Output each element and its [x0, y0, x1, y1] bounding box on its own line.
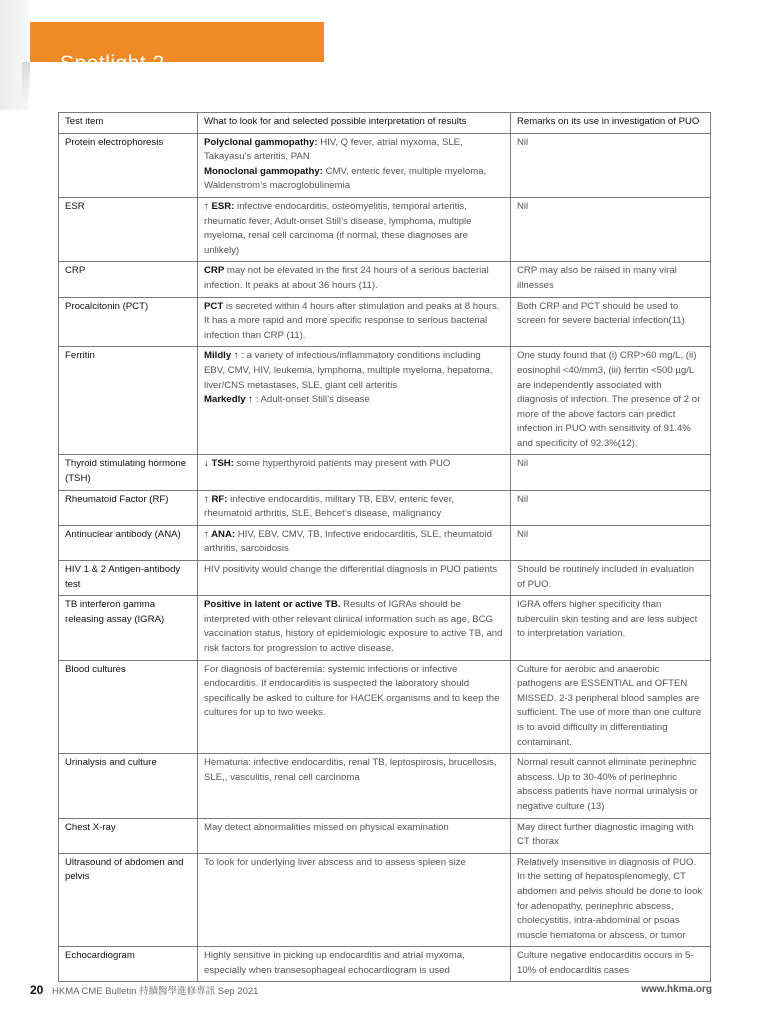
interpretation-cell — [198, 525, 511, 560]
table-header-row — [59, 113, 711, 134]
interpretation-text: : a variety of infectious/inflammatory conditions including EBV, CMV, HIV, leukemia, lymphoma, multiple myeloma, hepatoma, liver/CNS metastases, SLE, giant cell arteritis — [204, 350, 493, 391]
table-row — [59, 297, 711, 347]
test-table — [58, 112, 711, 982]
test-item-cell: Ferritin — [59, 347, 198, 455]
interpretation-text: For diagnosis of bacteremia: systemic infections or infective endocarditis. If endocarditis is suspected the laboratory should specifically be asked to culture for HACEK organisms and to keep the cultures for up to two weeks. — [204, 663, 500, 719]
table-row — [59, 133, 711, 197]
page-number: 20 — [30, 983, 44, 997]
table-row — [59, 262, 711, 297]
level-arrow-icon: ↑ — [204, 493, 209, 505]
interpretation-lead: ANA: — [208, 528, 236, 540]
test-item-cell: Thyroid stimulating hormone (TSH) — [59, 455, 198, 490]
remark-cell: Both CRP and PCT should be used to screen for severe bacterial infection(11) — [511, 297, 711, 347]
test-item-cell: Urinalysis and culture — [59, 754, 198, 818]
table-row — [59, 818, 711, 853]
test-item-cell: Blood cultures — [59, 660, 198, 754]
interpretation-lead: PCT — [204, 300, 224, 312]
interpretation-line — [204, 856, 504, 871]
test-item-cell: Procalcitonin (PCT) — [59, 297, 198, 347]
interpretation-text: Hematuria: infective endocarditis, renal TB, leptospirosis, brucellosis, SLE,, vasculitis, renal cell carcinoma — [204, 757, 497, 783]
section-banner — [30, 22, 324, 75]
interpretation-lead: Mildly — [204, 350, 232, 362]
interpretation-text: may not be elevated in the first 24 hours of a serious bacterial infection. It peaks at about 36 hours (11). — [204, 265, 489, 291]
remark-cell: Relatively insensitive in diagnosis of PUO. In the setting of hepatosplenomegly, CT abdomen and pelvis should be done to look for adenopathy, perinephric abscess, cholecystitis, intra-abdominal or psoas muscle hematoma or abscess, or tumor — [511, 853, 711, 947]
interpretation-cell — [198, 754, 511, 818]
remark-cell: Nil — [511, 490, 711, 525]
test-item-cell: Antinuclear antibody (ANA) — [59, 525, 198, 560]
remark-cell: Nil — [511, 133, 711, 197]
test-item-cell: Chest X-ray — [59, 818, 198, 853]
interpretation-cell — [198, 561, 511, 596]
interpretation-cell — [198, 455, 511, 490]
interpretation-text: HIV, EBV, CMV, TB, Infective endocarditis, SLE, rheumatoid arthritis, sarcoidosis — [204, 528, 492, 555]
table-row — [59, 347, 711, 455]
interpretation-line — [204, 300, 504, 344]
interpretation-line — [204, 457, 504, 472]
table-row — [59, 754, 711, 818]
header-interpretation: What to look for and selected possible interpretation of results — [198, 113, 511, 134]
interpretation-line — [204, 136, 504, 165]
remark-cell: CRP may also be raised in many viral illnesses — [511, 262, 711, 297]
table-row — [59, 853, 711, 947]
interpretation-text: : Adult-onset Still’s disease — [253, 394, 370, 406]
remark-cell: Normal result cannot eliminate perinephric abscess. Up to 30-40% of perinephric abscess patients have normal urinalysis or negative culture (13) — [511, 754, 711, 818]
interpretation-text: infective endocarditis, military TB, EBV, enteric fever, rheumatoid arthritis, SLE, Behcet’s disease, malignancy — [204, 493, 455, 520]
interpretation-line — [204, 663, 504, 721]
interpretation-text: some hyperthyroid patients may present with PUO — [233, 458, 451, 470]
interpretation-text: HIV, Q fever, atrial myxoma, SLE, Takayasu’s arteritis, PAN — [204, 136, 463, 163]
interpretation-cell — [198, 490, 511, 525]
interpretation-text: is secreted within 4 hours after stimulation and peaks at 8 hours. It has a more rapid and more specific response to serious bacterial infection than CRP (11). — [204, 300, 500, 341]
interpretation-cell — [198, 197, 511, 261]
remark-cell: Culture for aerobic and anaerobic pathogens are ESSENTIAL and OFTEN MISSED. 2-3 peripheral blood samples are sufficient. The use of more than one culture is to avoid difficulty in differentiating contaminant. — [511, 660, 711, 754]
table-body — [59, 133, 711, 982]
remark-cell: Nil — [511, 525, 711, 560]
interpretation-text: HIV positivity would change the differential diagnosis in PUO patients — [204, 564, 498, 576]
section-title: Spotlight 2 — [60, 52, 165, 75]
table-row — [59, 660, 711, 754]
remark-cell: Nil — [511, 197, 711, 261]
test-item-cell: TB interferon gamma releasing assay (IGRA) — [59, 596, 198, 660]
test-item-cell: HIV 1 & 2 Antigen-antibody test — [59, 561, 198, 596]
interpretation-line — [204, 563, 504, 578]
test-item-cell: Protein electrophoresis — [59, 133, 198, 197]
interpretation-lead: Markedly — [204, 394, 246, 406]
interpretation-line — [204, 598, 504, 656]
level-arrow-icon: ↑ — [204, 200, 209, 212]
test-item-cell: Rheumatoid Factor (RF) — [59, 490, 198, 525]
interpretation-line — [204, 821, 504, 836]
interpretation-text: CMV, enteric fever, multiple myeloma, Waldenstrom’s macroglobulinemia — [204, 165, 487, 192]
interpretation-line — [204, 393, 504, 408]
test-item-cell: ESR — [59, 197, 198, 261]
interpretation-lead: Positive in latent or active TB. — [204, 599, 341, 611]
header-test-item: Test item — [59, 113, 198, 134]
level-arrow-icon: ↑ — [245, 394, 254, 406]
remark-cell: May direct further diagnostic imaging with CT thorax — [511, 818, 711, 853]
interpretation-line — [204, 349, 504, 393]
remark-cell: One study found that (i) CRP>60 mg/L, (ii) eosinophil <40/mm3, (iii) ferrtin <500 µg/L are independently associated with diagnosis of infection. The presence of 2 or more of the above factors can predict infection in PUO with sensitivity of 91.4% and specificity of 92.3%(12). — [511, 347, 711, 455]
interpretation-cell — [198, 262, 511, 297]
interpretation-line — [204, 200, 504, 258]
interpretation-lead: RF: — [208, 493, 228, 505]
header-remarks: Remarks on its use in investigation of PUO — [511, 113, 711, 134]
interpretation-cell — [198, 818, 511, 853]
table-row — [59, 947, 711, 982]
interpretation-cell — [198, 947, 511, 982]
interpretation-line — [204, 493, 504, 522]
interpretation-text: Highly sensitive in picking up endocarditis and atrial myxoma, especially when transesophageal echocardiogram is used — [204, 950, 465, 976]
test-item-cell: CRP — [59, 262, 198, 297]
interpretation-cell — [198, 133, 511, 197]
interpretation-line — [204, 528, 504, 557]
remark-cell: Culture negative endocarditis occurs in 5-10% of endocarditis cases — [511, 947, 711, 982]
interpretation-cell — [198, 347, 511, 455]
interpretation-cell — [198, 297, 511, 347]
interpretation-lead: ESR: — [208, 200, 235, 212]
table-row — [59, 596, 711, 660]
interpretation-text: To look for underlying liver abscess and to assess spleen size — [204, 856, 466, 868]
website-link[interactable]: www.hkma.org — [641, 984, 712, 995]
interpretation-lead: CRP — [204, 265, 225, 277]
interpretation-lead: TSH: — [208, 458, 234, 470]
level-arrow-icon: ↑ — [231, 350, 239, 362]
test-item-cell: Ultrasound of abdomen and pelvis — [59, 853, 198, 947]
table-row — [59, 561, 711, 596]
interpretation-cell — [198, 596, 511, 660]
interpretation-text: May detect abnormalities missed on physical examination — [204, 821, 449, 833]
interpretation-lead: Polyclonal gammopathy: — [204, 136, 318, 148]
level-arrow-icon: ↑ — [204, 528, 209, 540]
table-row — [59, 197, 711, 261]
interpretation-text: Results of IGRAs should be interpreted with other relevant clinical information such as age, BCG vaccination status, history of epidemiologic exposure to active TB, and risk factors for progression to active disease. — [204, 599, 503, 654]
table-row — [59, 455, 711, 490]
banner-shadow — [22, 62, 30, 102]
publication-name: HKMA CME Bulletin 持續醫學進修專訊 Sep 2021 — [52, 986, 259, 997]
interpretation-text: infective endocarditis, osteomyelitis, temporal arteritis, rheumatic fever, Adult-onset Still’s disease, lymphoma, multiple myeloma, renal cell carcinoma (if normal, these diagnoses are unlikely) — [204, 200, 472, 256]
table-row — [59, 490, 711, 525]
level-arrow-icon: ↓ — [204, 458, 209, 470]
interpretation-line — [204, 756, 504, 785]
remark-cell: IGRA offers higher specificity than tuberculin skin testing and are less subject to interpretation variation. — [511, 596, 711, 660]
interpretation-line — [204, 949, 504, 978]
remark-cell: Nil — [511, 455, 711, 490]
remark-cell: Should be routinely included in evaluation of PUO. — [511, 561, 711, 596]
interpretation-line — [204, 264, 504, 293]
interpretation-lead: Monoclonal gammopathy: — [204, 165, 323, 177]
test-item-cell: Echocardiogram — [59, 947, 198, 982]
interpretation-cell — [198, 660, 511, 754]
interpretation-cell — [198, 853, 511, 947]
table-row — [59, 525, 711, 560]
footer-left — [30, 983, 258, 997]
interpretation-line — [204, 165, 504, 194]
